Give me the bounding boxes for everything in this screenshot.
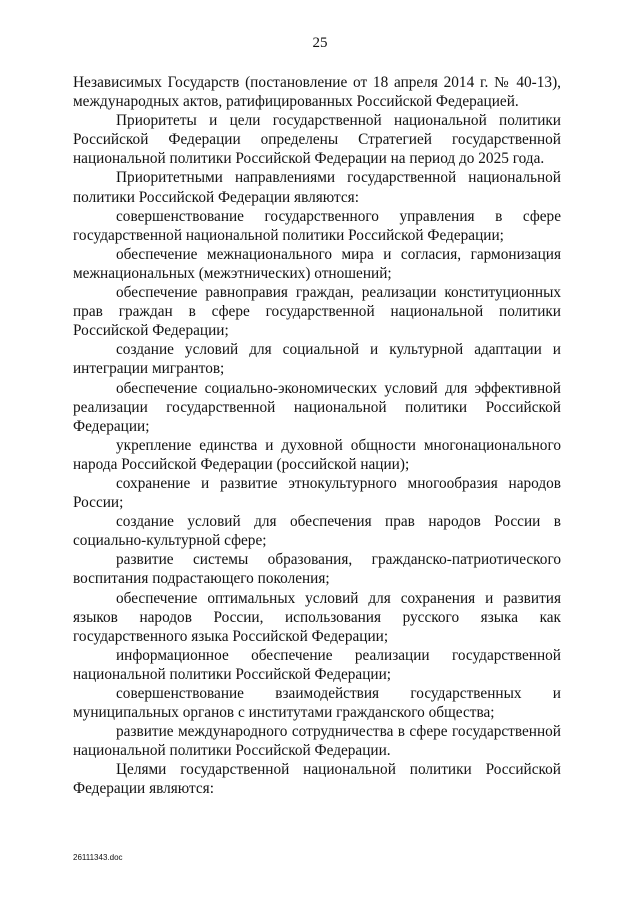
paragraph: Приоритеты и цели государственной национальной политики Российской Федерации определены Стратегией государственной национальной политики Российской Федерации на период до 2025 года.	[73, 112, 561, 168]
paragraph: совершенствование государственного управления в сфере государственной национальной политики Российской Федерации;	[73, 207, 561, 244]
paragraph: Независимых Государств (постановление от 18 апреля 2014 г. № 40-13), международных актов, ратифицированных Российской Федерацией.	[73, 74, 561, 111]
file-name-footer: 26111343.doc	[73, 853, 123, 862]
paragraph: обеспечение социально-экономических условий для эффективной реализации государственной национальной политики Российской Федерации;	[73, 379, 561, 435]
paragraph: информационное обеспечение реализации государственной национальной политики Российской Федерации;	[73, 646, 561, 683]
paragraph: создание условий для социальной и культурной адаптации и интеграции мигрантов;	[73, 341, 561, 378]
paragraph: развитие системы образования, гражданско-патриотического воспитания подрастающего поколения;	[73, 551, 561, 588]
paragraph: Целями государственной национальной политики Российской Федерации являются:	[73, 761, 561, 798]
paragraph: совершенствование взаимодействия государственных и муниципальных органов с институтами гражданского общества;	[73, 685, 561, 722]
paragraph: Приоритетными направлениями государственной национальной политики Российской Федерации являются:	[73, 169, 561, 206]
page-number: 25	[312, 35, 328, 51]
paragraph: обеспечение оптимальных условий для сохранения и развития языков народов России, использования русского языка как государственного языка Российской Федерации;	[73, 589, 561, 645]
paragraph: развитие международного сотрудничества в сфере государственной национальной политики Российской Федерации.	[73, 723, 561, 760]
paragraph: создание условий для обеспечения прав народов России в социально-культурной сфере;	[73, 513, 561, 550]
paragraph: укрепление единства и духовной общности многонационального народа Российской Федерации (российской нации);	[73, 436, 561, 473]
document-body	[73, 73, 561, 799]
paragraph: обеспечение межнационального мира и согласия, гармонизация межнациональных (межэтнических) отношений;	[73, 245, 561, 282]
paragraph: обеспечение равноправия граждан, реализации конституционных прав граждан в сфере государственной национальной политики Российской Федерации;	[73, 284, 561, 340]
paragraph: сохранение и развитие этнокультурного многообразия народов России;	[73, 474, 561, 512]
